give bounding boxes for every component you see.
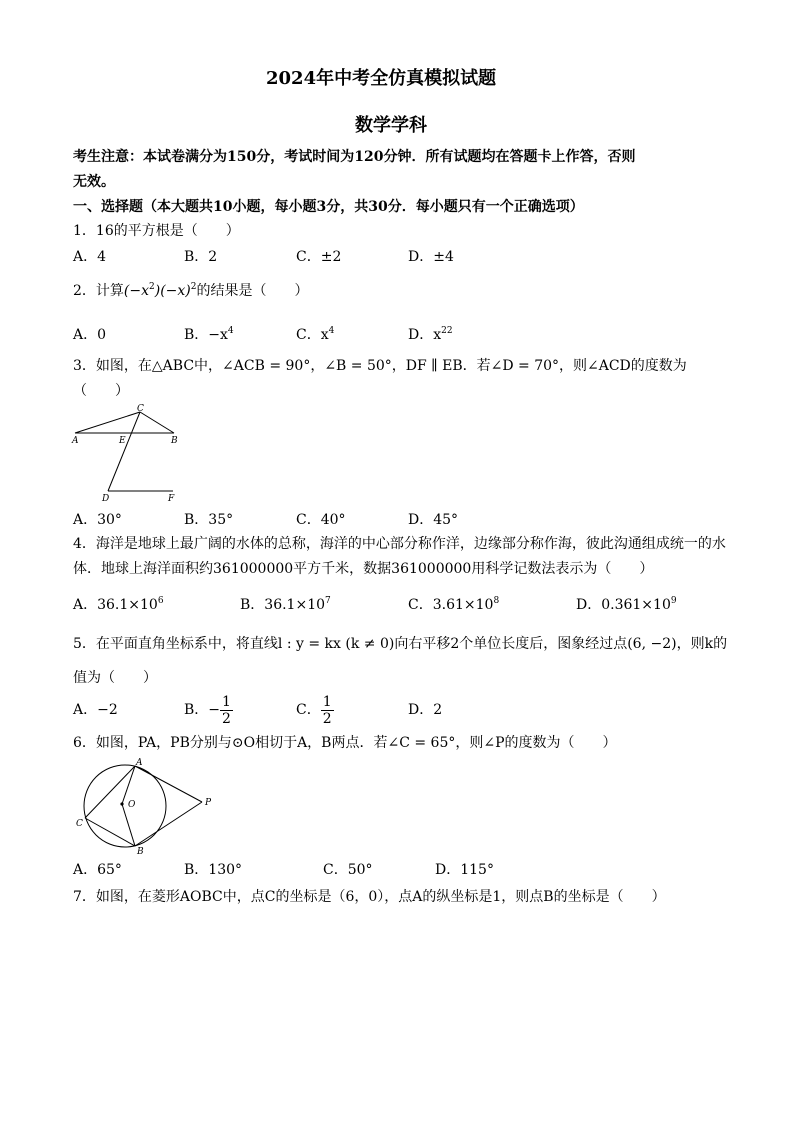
q4-d-text: D．0.361×10 [576, 597, 671, 613]
q3-label-a: A [72, 436, 79, 446]
q5-b-numerator: 1 [222, 693, 231, 710]
q2-c-exp: 4 [328, 326, 335, 336]
q5-c-denominator: 2 [322, 710, 332, 727]
q6-circle-figure [70, 756, 220, 856]
q5-option-b [184, 693, 233, 727]
q1-option-c: C．±2 [296, 249, 342, 265]
q3-triangle-figure [70, 402, 185, 502]
q2-option-b [184, 326, 234, 344]
q3-label-b: B [171, 436, 178, 446]
q3-option-c: C．40° [296, 512, 346, 528]
q2-exp-2: 2 [190, 282, 197, 292]
q2-tail: 的结果是（ ） [196, 283, 309, 299]
q5-stem-line-2: 值为（ ） [73, 670, 157, 686]
q1-stem: 1．16的平方根是（ ） [73, 223, 240, 239]
q3-line-cd [108, 412, 140, 491]
q3-label-d: D [102, 494, 110, 502]
q4-option-a [73, 596, 164, 614]
q2-b-text: B．−x [184, 327, 228, 343]
exam-title: 2024年中考全仿真模拟试题 [266, 68, 497, 89]
q1-option-b: B．2 [184, 249, 218, 265]
q5-b-denominator: 2 [222, 710, 231, 727]
q6-option-b: B．130° [184, 862, 243, 878]
q2-option-c [296, 326, 334, 344]
q2-exp-1: 2 [149, 282, 155, 292]
q3-label-e: E [119, 436, 126, 446]
q4-c-text: C．3.61×10 [408, 597, 494, 613]
q3-label-c: C [137, 404, 144, 414]
q5-b-fraction [220, 694, 233, 727]
q5-b-sign: B．− [184, 702, 221, 718]
q2-lead: 2．计算 [73, 283, 124, 299]
q6-option-d: D．115° [435, 862, 494, 878]
q6-option-a: A．65° [73, 862, 122, 878]
subject-title: 数学学科 [355, 115, 427, 136]
q5-option-c [296, 693, 334, 727]
section-heading: 一、选择题（本大题共10小题，每小题3分，共30分．每小题只有一个正确选项） [73, 199, 584, 215]
q6-label-b: B [137, 847, 144, 856]
q2-option-d [408, 326, 453, 344]
q7-stem: 7．如图，在菱形AOBC中，点C的坐标是（6，0），点A的纵坐标是1，则点B的坐标是（ ） [73, 889, 666, 905]
q4-option-b [240, 596, 331, 614]
q4-b-text: B．36.1×10 [240, 597, 326, 613]
q3-option-b: B．35° [184, 512, 234, 528]
q3-stem-line-2: （ ） [73, 383, 129, 399]
q4-a-text: A．36.1×10 [73, 597, 158, 613]
q2-c-text: C．x [296, 327, 329, 343]
q4-a-exp: 6 [157, 596, 164, 606]
q4-option-c [408, 596, 499, 614]
q5-option-d: D．2 [408, 702, 443, 718]
q6-radius-oa [122, 766, 135, 804]
notice-line-2: 无效。 [73, 174, 115, 190]
q3-line-cb [140, 412, 174, 433]
q3-option-a: A．30° [73, 512, 122, 528]
q4-stem-line-2: 体．地球上海洋面积约361000000平方千米，数据361000000用科学记数法表示为（ ） [73, 561, 654, 577]
q6-label-p: P [205, 798, 212, 808]
q6-label-c: C [76, 819, 83, 829]
q5-c-prefix: C． [296, 702, 321, 718]
q5-option-a: A．−2 [73, 702, 118, 718]
q2-option-a: A．0 [73, 327, 107, 343]
q3-option-d: D．45° [408, 512, 459, 528]
q2-b-exp: 4 [227, 326, 234, 336]
q5-stem-line-1: 5．在平面直角坐标系中，将直线l : y = kx (k ≠ 0)向右平移2个单位长度后，图象经过点(6, −2)，则k的 [73, 636, 728, 652]
q6-tangent-pa [135, 766, 202, 802]
q3-line-ca [75, 412, 140, 433]
q6-stem: 6．如图，PA，PB分别与⊙O相切于A，B两点．若∠C = 65°，则∠P的度数为（ ） [73, 735, 617, 751]
q2-stem [73, 282, 309, 300]
q6-center-dot [120, 802, 123, 805]
q1-option-d: D．±4 [408, 249, 454, 265]
q6-chord-ca [85, 766, 135, 818]
q1-option-a: A．4 [73, 249, 107, 265]
q4-option-d [576, 596, 677, 614]
q4-c-exp: 8 [493, 596, 500, 606]
q3-label-f: F [168, 494, 175, 502]
q4-b-exp: 7 [325, 596, 331, 606]
q5-c-numerator: 1 [322, 693, 332, 710]
q2-expr-1: (−x [123, 283, 150, 299]
q3-stem-line-1: 3．如图，在△ABC中，∠ACB = 90°，∠B = 50°，DF ∥ EB．若∠D = 70°，则∠ACD的度数为 [73, 358, 687, 374]
q5-c-fraction [321, 694, 334, 727]
q2-d-exp: 22 [441, 326, 453, 336]
q6-tangent-pb [135, 802, 202, 846]
q4-stem-line-1: 4．海洋是地球上最广阔的水体的总称，海洋的中心部分称作洋，边缘部分称作海，彼此沟通组成统一的水 [73, 536, 726, 552]
q6-label-o: O [128, 800, 136, 810]
q6-option-c: C．50° [323, 862, 373, 878]
q4-d-exp: 9 [670, 596, 677, 606]
q2-d-text: D．x [408, 327, 442, 343]
notice-line-1: 考生注意：本试卷满分为150分，考试时间为120分钟．所有试题均在答题卡上作答，否则 [73, 149, 636, 165]
q6-label-a: A [136, 758, 143, 768]
q2-expr-2: )(−x) [154, 283, 191, 299]
